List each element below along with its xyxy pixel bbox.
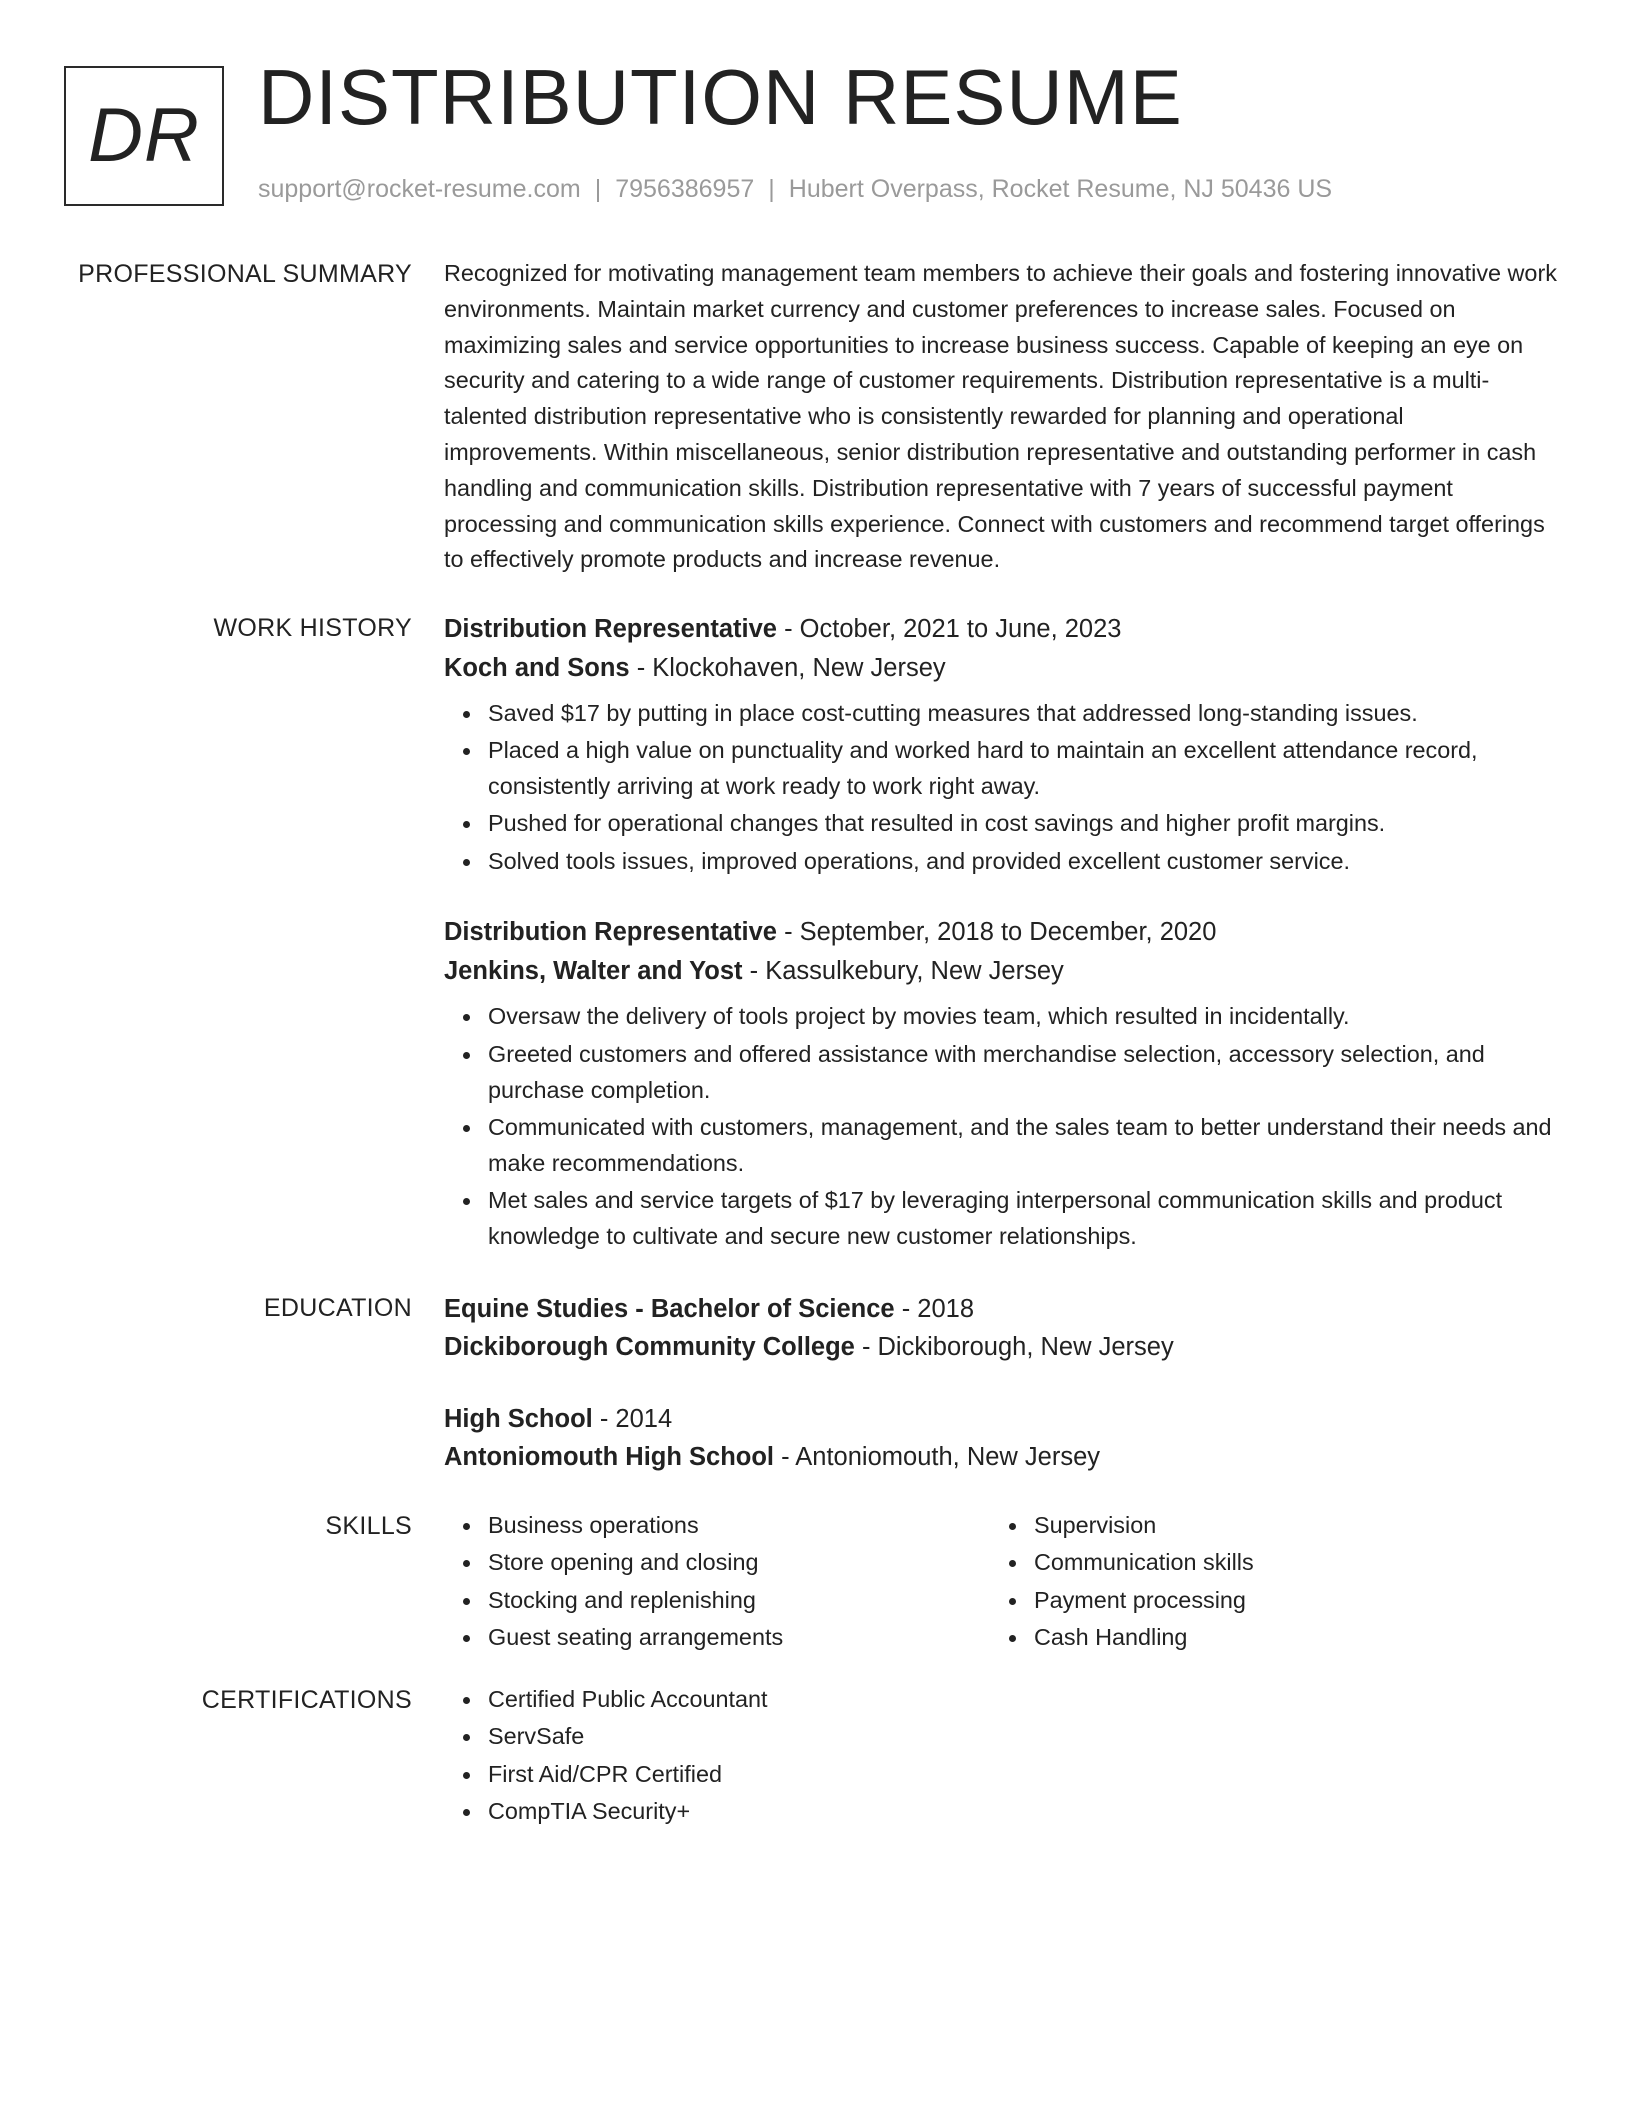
certification-item: First Aid/CPR Certified	[488, 1757, 1560, 1793]
job-title: Distribution Representative	[444, 918, 777, 947]
job-entry	[444, 610, 1560, 879]
contact-separator: |	[594, 175, 602, 203]
certification-item: Certified Public Accountant	[488, 1682, 1560, 1718]
education-entry	[444, 1290, 1560, 1366]
job-bullets	[444, 999, 1560, 1254]
skills-grid	[444, 1508, 1560, 1657]
contact-email: support@rocket-resume.com	[258, 175, 581, 203]
certification-item: CompTIA Security+	[488, 1794, 1560, 1830]
education-school: Antoniomouth High School	[444, 1443, 775, 1471]
skill-item: Guest seating arrangements	[488, 1620, 990, 1656]
job-company-line	[444, 649, 1560, 688]
section-label-education: EDUCATION	[263, 1294, 412, 1322]
job-dates: - October, 2021 to June, 2023	[776, 615, 1122, 643]
education-degree-line	[444, 1400, 1560, 1438]
certifications-body	[444, 1682, 1560, 1831]
contact-separator: |	[768, 175, 775, 203]
certifications-list	[444, 1682, 1560, 1830]
job-bullet: Placed a high value on punctuality and worked hard to maintain an excellent attendance record, consistently arriving at work ready to work right away.	[488, 733, 1560, 805]
skill-item: Business operations	[488, 1508, 990, 1544]
job-location: - Klockohaven, New Jersey	[629, 654, 946, 682]
education-body	[444, 1290, 1560, 1510]
education-school: Dickiborough Community College	[444, 1333, 855, 1361]
job-bullet: Oversaw the delivery of tools project by movies team, which resulted in incidentally.	[488, 999, 1560, 1035]
job-bullets	[444, 696, 1560, 879]
skills-body	[444, 1508, 1560, 1657]
skill-item: Stocking and replenishing	[488, 1583, 990, 1619]
work-history-body	[444, 610, 1560, 1256]
summary-body	[444, 256, 1560, 578]
education-degree: Equine Studies - Bachelor of Science	[444, 1295, 895, 1323]
education-year: - 2018	[894, 1295, 974, 1323]
monogram-initials: DR	[88, 93, 200, 178]
skills-list	[990, 1508, 1536, 1656]
skill-item: Store opening and closing	[488, 1545, 990, 1581]
job-bullet: Met sales and service targets of $17 by leveraging interpersonal communication skills and product knowledge to cultivate and secure new customer relationships.	[488, 1183, 1560, 1255]
job-company-line	[444, 952, 1560, 991]
education-degree: High School	[444, 1405, 593, 1433]
job-bullet: Greeted customers and offered assistance with merchandise selection, accessory selection, and purchase completion.	[488, 1037, 1560, 1109]
job-bullet: Solved tools issues, improved operations, and provided excellent customer service.	[488, 844, 1560, 880]
job-company: Koch and Sons	[444, 654, 630, 682]
skill-item: Cash Handling	[1034, 1620, 1536, 1656]
job-bullet: Communicated with customers, management, and the sales team to better understand their needs and make recommendations.	[488, 1110, 1560, 1182]
section-label-certifications: CERTIFICATIONS	[201, 1686, 412, 1714]
education-degree-line	[444, 1290, 1560, 1328]
education-location: - Antoniomouth, New Jersey	[774, 1443, 1101, 1471]
job-location: - Kassulkebury, New Jersey	[742, 957, 1064, 986]
section-label-skills: SKILLS	[325, 1512, 412, 1540]
education-location: - Dickiborough, New Jersey	[854, 1333, 1174, 1361]
education-school-line	[444, 1438, 1560, 1476]
skill-item: Supervision	[1034, 1508, 1536, 1544]
job-title-line	[444, 610, 1560, 649]
summary-text: Recognized for motivating management team members to achieve their goals and fostering innovative work environments. Maintain market currency and customer preferences to increase sales. Focused on maximizing sales and service opportunities to increase business success. Capable of keeping an eye on security and catering to a wide range of customer requirements. Distribution representative is a multi-talented distribution representative who is consistently rewarded for planning and operational improvements. Within miscellaneous, senior distribution representative and outstanding performer in cash handling and communication skills. Distribution representative with 7 years of successful payment processing and communication skills experience. Connect with customers and recommend target offerings to effectively promote products and increase revenue.	[444, 260, 1557, 573]
contact-phone: 7956386957	[615, 175, 755, 203]
job-title-line	[444, 913, 1560, 952]
job-dates: - September, 2018 to December, 2020	[776, 918, 1217, 947]
skills-list	[444, 1508, 990, 1656]
job-company: Jenkins, Walter and Yost	[444, 957, 743, 986]
section-label-summary: PROFESSIONAL SUMMARY	[78, 260, 412, 288]
certification-item: ServSafe	[488, 1719, 1560, 1755]
job-entry	[444, 913, 1560, 1254]
education-entry	[444, 1400, 1560, 1476]
monogram-box	[64, 66, 224, 206]
job-bullet: Pushed for operational changes that resulted in cost savings and higher profit margins.	[488, 806, 1560, 842]
skills-column	[990, 1508, 1536, 1657]
contact-line	[258, 175, 1332, 204]
education-school-line	[444, 1328, 1560, 1366]
skill-item: Communication skills	[1034, 1545, 1536, 1581]
resume-title: DISTRIBUTION RESUME	[258, 53, 1183, 141]
education-year: - 2014	[592, 1405, 673, 1433]
skills-column	[444, 1508, 990, 1657]
contact-address: Hubert Overpass, Rocket Resume, NJ 50436 US	[788, 175, 1333, 203]
job-title: Distribution Representative	[444, 615, 777, 643]
section-label-work-history: WORK HISTORY	[213, 614, 412, 642]
skill-item: Payment processing	[1034, 1583, 1536, 1619]
job-bullet: Saved $17 by putting in place cost-cutting measures that addressed long-standing issues.	[488, 696, 1560, 732]
